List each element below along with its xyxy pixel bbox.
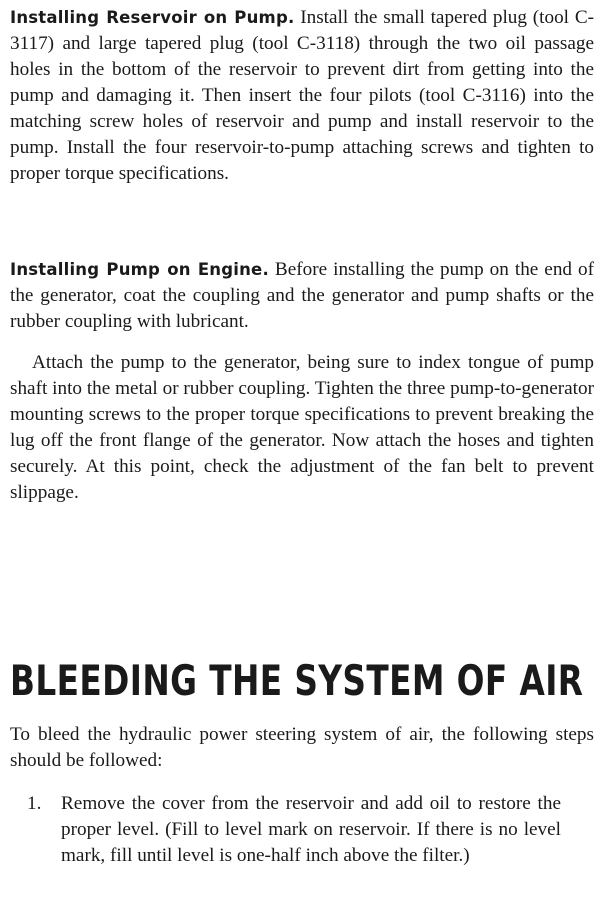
paragraph-attach-pump [10,350,594,506]
step-list [10,791,594,869]
paragraph-installing-reservoir [10,5,594,187]
paragraph-body: Attach the pump to the generator, being sure to index tongue of pump shaft into the metal or rubber coupling. Tighten the three pump-to-generator mounting screws to the proper torque specifications to prevent breaking the lug off the front flange of the generator. Now attach the hoses and tighten securely. At this point, check the adjustment of the fan belt to prevent slippage. [10,352,594,503]
list-item [10,791,561,869]
section-intro: To bleed the hydraulic power steering system of air, the following steps should be followed: [10,724,594,771]
paragraph-body: Install the small tapered plug (tool C-3117) and large tapered plug (tool C-3118) through the two oil passage holes in the bottom of the reservoir to prevent dirt from getting into the pump and damaging it. Then insert the four pilots (tool C-3116) into the matching screw holes of reservoir and pump and install reservoir to the pump. Install the four reservoir-to-pump attaching screws and tighten to proper torque specifications. [10,7,595,184]
step-number: 1. [27,793,42,814]
paragraph-installing-pump [10,257,594,335]
paragraph-body: Before installing the pump on the end of the generator, coat the coupling and the generator and pump shafts or the rubber coupling with lubricant. [10,259,594,332]
section-heading: BLEEDING THE SYSTEM OF AIR [10,656,584,705]
step-text: Remove the cover from the reservoir and add oil to restore the proper level. (Fill to level mark on reservoir. If there is no level mark, fill until level is one-half inch above the filter.) [61,793,561,866]
run-in-heading: Installing Reservoir on Pump. [10,8,295,27]
run-in-heading: Installing Pump on Engine. [10,260,269,279]
